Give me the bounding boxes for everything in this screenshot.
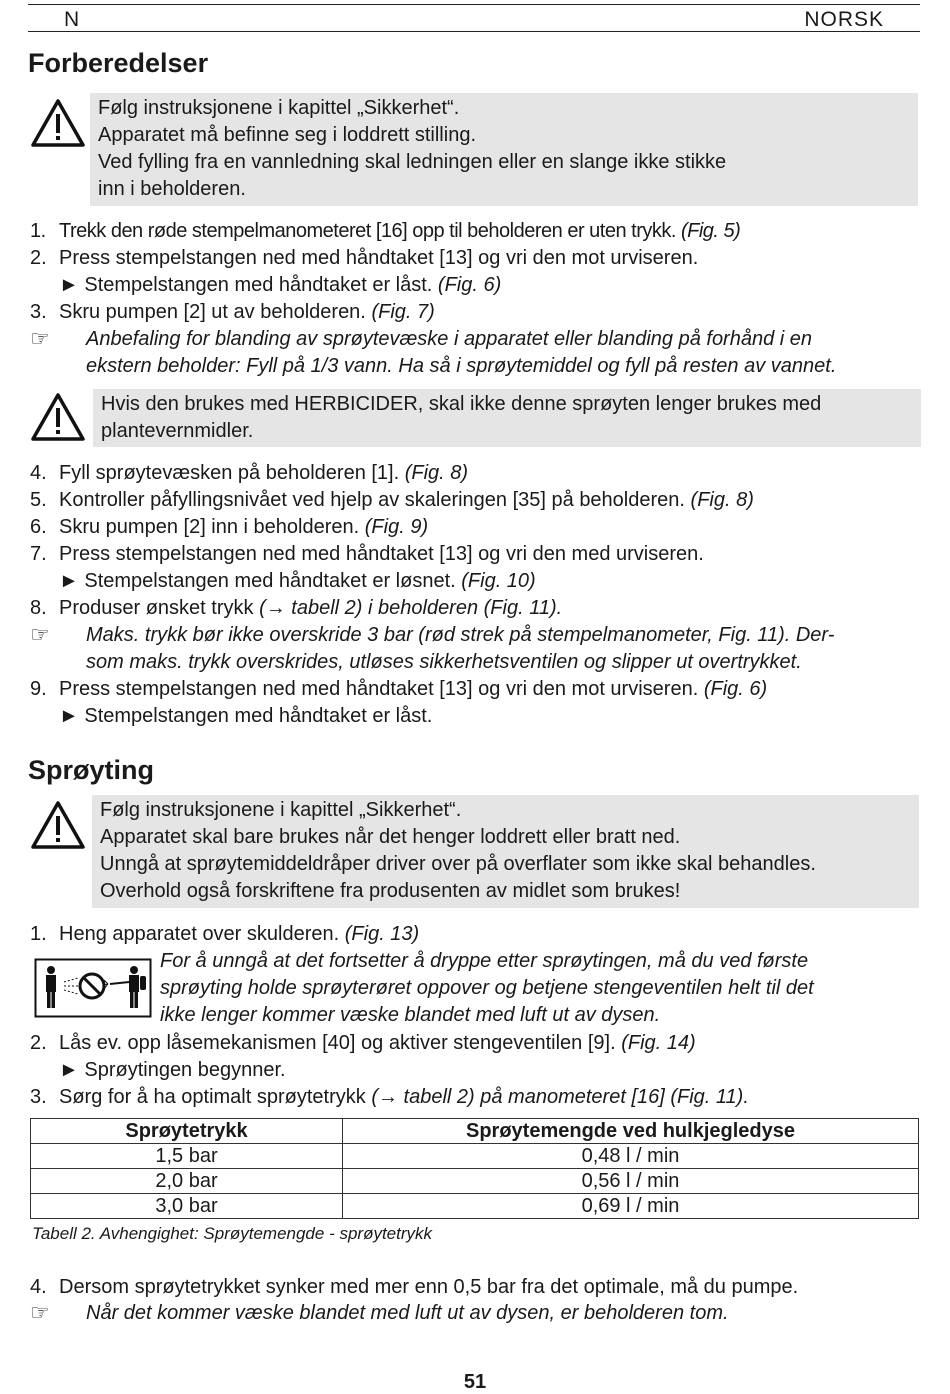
list-item: 2. Lås ev. opp låsemekanismen [40] og aktiver stengeventilen [9]. (Fig. 14) (30, 1032, 696, 1054)
warning-icon (30, 800, 86, 850)
pictogram-note: For å unngå at det fortsetter å dryppe etter sprøytingen, må du ved første sprøyting holde sprøyterøret oppover og betjene stengeventilen helt til det ikke lenger kommer væske blandet med luft ut av dysen. (160, 950, 814, 1026)
list-item: 3. Sørg for å ha optimalt sprøytetrykk (→ tabell 2) på manometeret [16] (Fig. 11). (30, 1086, 749, 1108)
tip-mixing: Anbefaling for blanding av sprøytevæske i apparatet eller blanding på forhånd i en ekstern beholder: Fyll på 1/3 vann. Ha så i sprøytemiddel og fyll på resten av vannet. (86, 328, 837, 377)
warning-icon (30, 98, 86, 148)
pointing-hand-icon: ☞ (30, 1300, 50, 1325)
table-cell: 2,0 bar (31, 1169, 343, 1194)
table-cell: 3,0 bar (31, 1194, 343, 1219)
list-item: 7. Press stempelstangen ned med håndtaket [13] og vri den med urviseren. (30, 543, 704, 565)
list-item: 4. Fyll sprøytevæsken på beholderen [1]. (Fig. 8) (30, 462, 469, 484)
list-item: 1. Trekk den røde stempelmanometeret [16] opp til beholderen er uten trykk. (Fig. 5) (30, 220, 741, 242)
warning-line: plantevernmidler. (101, 420, 254, 442)
pointing-hand-icon: ☞ (30, 326, 50, 351)
section-title-forberedelser: Forberedelser (28, 48, 209, 78)
list-item: 9. Press stempelstangen ned med håndtaket [13] og vri den mot urviseren. (Fig. 6) (30, 678, 768, 700)
table-row (31, 1194, 919, 1219)
list-item-result: ► Sprøytingen begynner. (59, 1059, 286, 1081)
step-1-spraying (30, 921, 419, 948)
warning-box-herbicide (93, 389, 921, 447)
tip-empty-container: Når det kommer væske blandet med luft ut av dysen, er beholderen tom. (86, 1302, 729, 1324)
warning-box-general (90, 93, 918, 206)
table-header: Sprøytetrykk (31, 1119, 343, 1144)
list-item: 2. Press stempelstangen ned med håndtaket [13] og vri den mot urviseren. (30, 247, 699, 269)
step-4-spraying (30, 1274, 798, 1301)
list-item-result: ► Stempelstangen med håndtaket er løsnet. (Fig. 10) (59, 570, 536, 592)
warning-box-spraying (92, 795, 919, 908)
table-header: Sprøytemengde ved hulkjegledyse (343, 1119, 919, 1144)
table-row (31, 1144, 919, 1169)
steps-list-c (30, 676, 767, 730)
warning-line: Apparatet må befinne seg i loddrett stilling. (98, 124, 476, 146)
steps-list-b (30, 460, 754, 622)
header-rule-bottom (28, 31, 920, 32)
warning-line: inn i beholderen. (98, 178, 246, 200)
list-item: 6. Skru pumpen [2] inn i beholderen. (Fig. 9) (30, 516, 429, 538)
list-item: 5. Kontroller påfyllingsnivået ved hjelp av skaleringen [35] på beholderen. (Fig. 8) (30, 489, 754, 511)
warning-line: Overhold også forskriftene fra produsenten av midlet som brukes! (100, 880, 681, 902)
language-code: N (64, 8, 81, 31)
warning-line: Unngå at sprøytemiddeldråper driver over på overflater som ikke skal behandles. (100, 853, 816, 875)
table-cell: 1,5 bar (31, 1144, 343, 1169)
pointing-hand-icon: ☞ (30, 622, 50, 647)
tip-max-pressure: Maks. trykk bør ikke overskride 3 bar (rød strek på stempelmanometer, Fig. 11). Der- som maks. trykk overskrides, utløses sikkerhetsventilen og slipper ut overtrykket. (86, 624, 835, 673)
steps-list-a (30, 218, 740, 326)
table-cell: 0,48 l / min (343, 1144, 919, 1169)
steps-list-spraying (30, 1030, 749, 1111)
table-cell: 0,56 l / min (343, 1169, 919, 1194)
table-cell: 0,69 l / min (343, 1194, 919, 1219)
table-caption: Tabell 2. Avhengighet: Sprøytemengde - sprøytetrykk (32, 1224, 433, 1243)
pressure-table (30, 1118, 919, 1219)
header-rule-top (28, 4, 920, 5)
warning-line: Ved fylling fra en vannledning skal ledningen eller en slange ikke stikke (98, 151, 727, 173)
list-item: 1. Heng apparatet over skulderen. (Fig. 13) (30, 923, 420, 945)
keep-distance-pictogram-icon (34, 958, 152, 1018)
list-item: 4. Dersom sprøytetrykket synker med mer enn 0,5 bar fra det optimale, må du pumpe. (30, 1276, 799, 1298)
list-item: 3. Skru pumpen [2] ut av beholderen. (Fig. 7) (30, 301, 435, 323)
list-item-result: ► Stempelstangen med håndtaket er låst. (59, 705, 433, 727)
list-item-result: ► Stempelstangen med håndtaket er låst. (Fig. 6) (59, 274, 502, 296)
table-header-row (31, 1119, 919, 1144)
warning-line: Hvis den brukes med HERBICIDER, skal ikke denne sprøyten lenger brukes med (101, 393, 822, 415)
warning-line: Følg instruksjonene i kapittel „Sikkerhet“. (98, 97, 460, 119)
warning-line: Apparatet skal bare brukes når det henger loddrett eller bratt ned. (100, 826, 681, 848)
list-item: 8. Produser ønsket trykk (→ tabell 2) i beholderen (Fig. 11). (30, 597, 563, 619)
language-name: NORSK (804, 8, 884, 31)
warning-icon (30, 392, 86, 442)
page-number: 51 (463, 1371, 487, 1393)
warning-line: Følg instruksjonene i kapittel „Sikkerhet“. (100, 799, 462, 821)
section-title-sproyting: Sprøyting (28, 755, 154, 785)
table-row (31, 1169, 919, 1194)
